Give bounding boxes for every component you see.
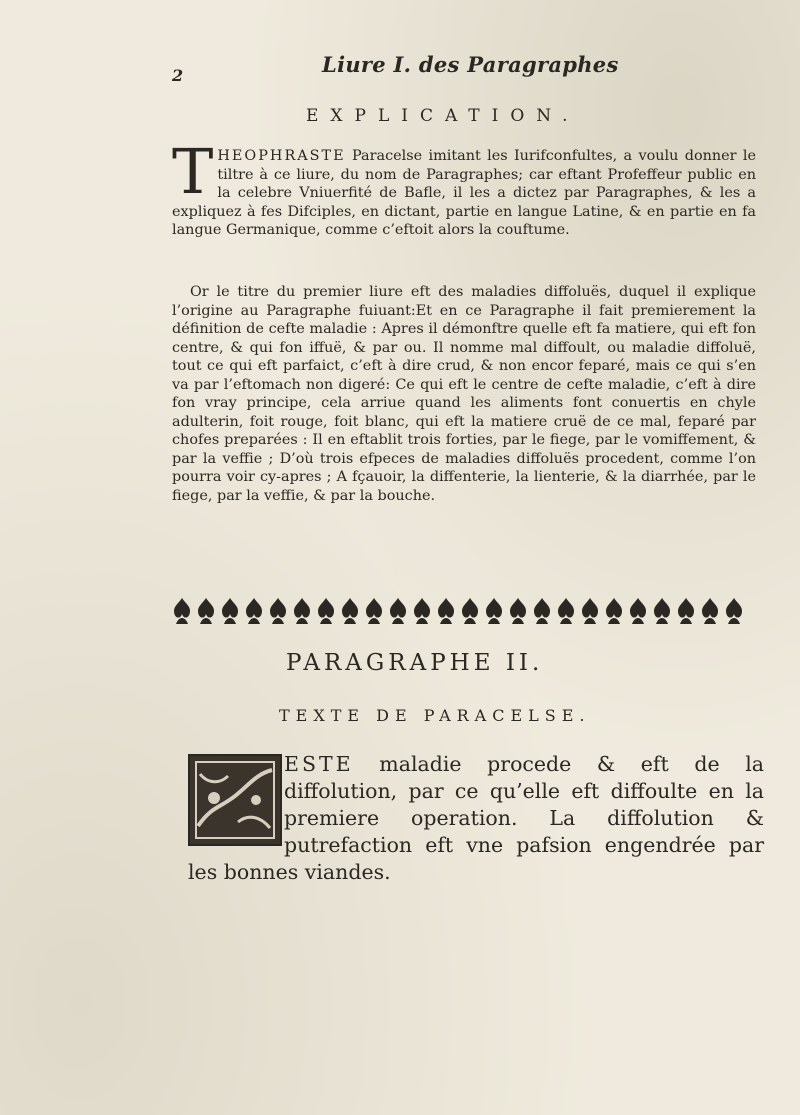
paragraph-one-text: Paracelse imitant les Iurifconfultes, a voulu donner le tiltre à ce liure, du nom de Paragraphes; car eftant Profeffeur public en la celebre Vniuerfité de Bafle, il les a dictez par Paragraphes, & les a expliquez à fes Difciples, en dictant, partie en langue Latine, & en partie en fa langue Germanique, comme c’eftoit alors la couftume. — [172, 148, 757, 238]
page-number: 2 — [172, 66, 184, 85]
texte-smallcaps: ESTE — [284, 752, 354, 776]
paragraph-one — [172, 135, 757, 240]
texte-paragraph — [188, 751, 764, 886]
section-title: EXPLICATION. — [306, 106, 580, 126]
woodcut-spacer — [188, 751, 284, 839]
author-name: HEOPHRASTE — [217, 148, 346, 164]
fleuron-band-icon — [172, 594, 762, 628]
paragraph-two-text: Or le titre du premier liure eft des maladies diffoluës, duquel il explique l’origine au Paragraphe fuiuant:Et en ce Paragraphe il fait premierement la définition de cefte maladie : Apres il démonftre quelle eft fa matiere, qui eft fon centre, & qui fon iffuë, & par ou. Il nomme mal diffoult, ou maladie diffoluë, tout ce qui eft parfaict, c’eft à dire crud, & non encor feparé, mais ce qui s’en va par l’eftomach non digeré: Ce qui eft le centre de cefte maladie, c’eft à dire fon vray principe, cela arriue quand les aliments font conuertis en chyle adulterin, foit rouge, foit blanc, qui eft la matiere cruë de ce mal, feparé par chofes preparées : Il en eftablit trois forties, par le fiege, par le vomiffement, & par la veffie ; D’où trois efpeces de maladies diffoluës procedent, comme l’on pourra voir cy-apres ; A fçauoir, la diffenterie, la lienterie, & la diarrhée, par le fiege, par la veffie, & par la bouche. — [172, 284, 756, 504]
paragraph-heading: PARAGRAPHE II. — [286, 650, 544, 676]
paragraph-two — [172, 283, 756, 505]
drop-cap: T — [172, 135, 214, 208]
paracelse-heading: TEXTE DE PARACELSE. — [279, 706, 591, 725]
running-title: Liure I. des Paragraphes — [322, 52, 619, 77]
texte-body: maladie procede & eft de la diffolution, par ce qu’elle eft diffoulte en la premiere operation. La diffolution & putrefaction eft vne pafsion engendrée par les bonnes viandes. — [188, 752, 764, 884]
